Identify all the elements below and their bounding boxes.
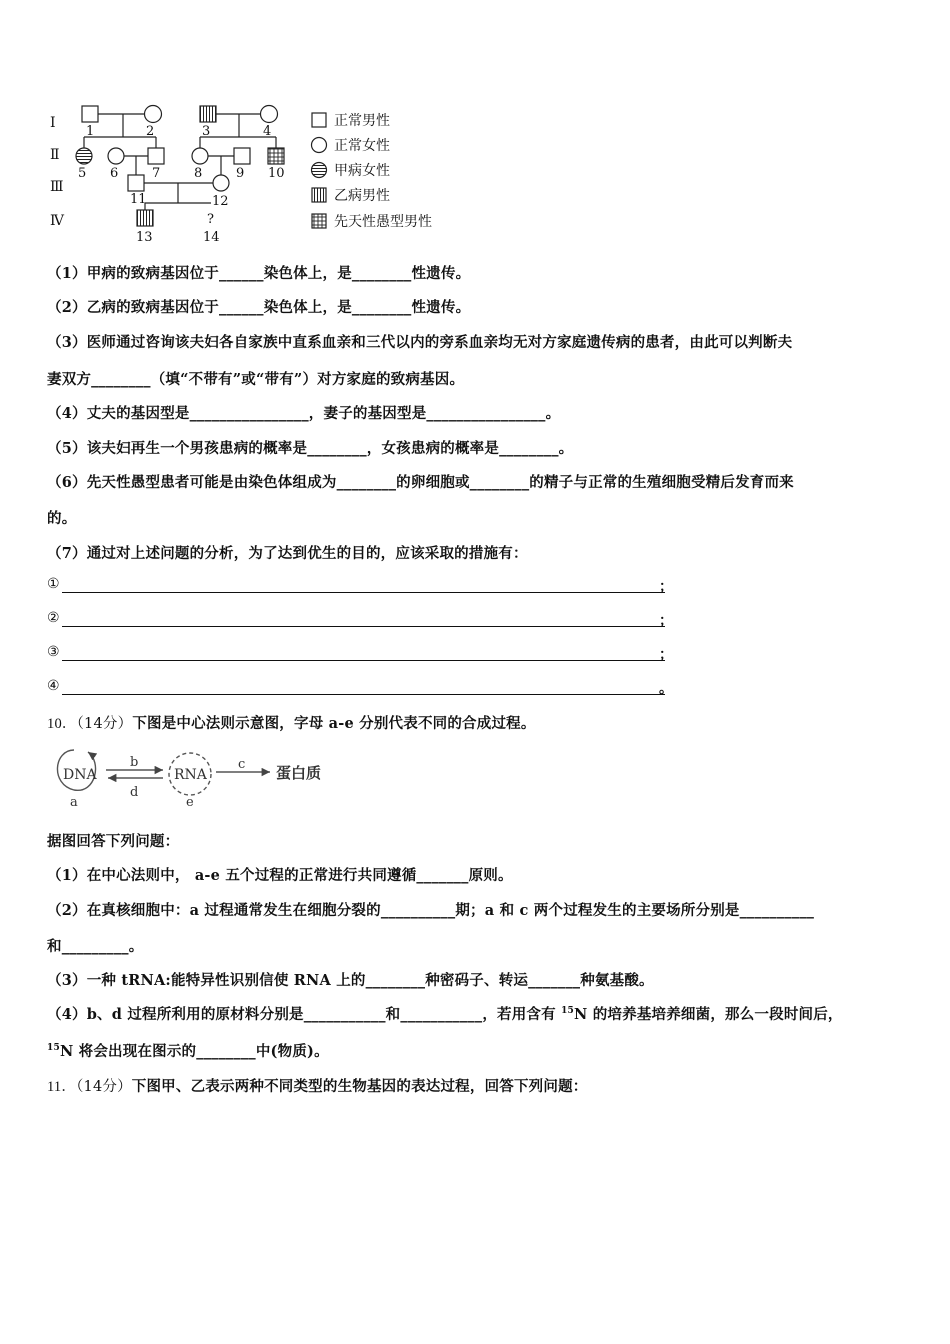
individual-number: 8 <box>194 166 203 181</box>
circle-horizontal-lines-icon <box>312 163 327 178</box>
q9-line-6-cont: 的。 <box>47 510 77 527</box>
question-score: （14分） <box>76 716 133 732</box>
rna-label: RNA <box>174 767 207 783</box>
q9-line-4: （4）丈夫的基因型是________________，妻子的基因型是________________。 <box>47 405 561 422</box>
q10-heading <box>47 712 536 733</box>
q11-heading <box>47 1075 587 1096</box>
individual-9 <box>234 148 250 164</box>
individual-12 <box>213 175 229 191</box>
measure-2 <box>47 610 687 632</box>
measure-label: ④ <box>47 678 60 694</box>
process-label-a: a <box>70 795 78 810</box>
legend-label: 正常男性 <box>334 113 390 129</box>
individual-4 <box>261 106 278 123</box>
q9-line-7: （7）通过对上述问题的分析，为了达到优生的目的，应该采取的措施有： <box>47 545 528 562</box>
generation-label: Ⅳ <box>50 213 64 229</box>
protein-label: 蛋白质 <box>276 764 322 782</box>
legend-label: 乙病男性 <box>334 188 390 204</box>
generation-label: Ⅱ <box>50 147 60 163</box>
measure-3 <box>47 644 687 666</box>
q10-line-2: （2）在真核细胞中：a 过程通常发生在细胞分裂的__________期；a 和 c 两个过程发生的主要场所分别是__________ <box>47 902 815 919</box>
process-label-c: c <box>238 757 246 772</box>
measure-label: ③ <box>47 644 60 660</box>
q10-line-2-cont: 和_________。 <box>47 938 144 955</box>
generation-label: Ⅰ <box>50 115 56 131</box>
circle-open-icon <box>312 138 327 153</box>
individual-7 <box>148 148 164 164</box>
measure-1 <box>47 576 687 598</box>
measure-label: ② <box>47 610 60 626</box>
individual-3 <box>200 106 216 122</box>
individual-6 <box>108 148 124 164</box>
q9-line-6: （6）先天性愚型患者可能是由染色体组成为________的卵细胞或________的精子与正常的生殖细胞受精后发育而来 <box>47 474 794 491</box>
question-number: 10． <box>47 716 77 732</box>
question-stem: 下图是中心法则示意图，字母 a-e 分别代表不同的合成过程。 <box>132 715 536 732</box>
individual-number: 5 <box>78 166 87 181</box>
q10-line-1: （1）在中心法则中， a-e 五个过程的正常进行共同遵循_______原则。 <box>47 867 513 884</box>
individual-1 <box>82 106 98 122</box>
individual-number: 12 <box>212 194 229 209</box>
individual-number: 10 <box>268 166 285 181</box>
measure-4 <box>47 678 687 700</box>
individual-2 <box>145 106 162 123</box>
individual-number: 1 <box>86 124 95 139</box>
q9-line-2: （2）乙病的致病基因位于______染色体上，是________性遗传。 <box>47 299 471 316</box>
legend-label: 甲病女性 <box>334 163 390 179</box>
individual-number: 2 <box>146 124 155 139</box>
square-vertical-lines-icon <box>312 188 326 202</box>
measure-end: ； <box>659 613 673 629</box>
answer-line[interactable] <box>62 592 665 593</box>
answer-line[interactable] <box>62 694 665 695</box>
central-dogma-diagram <box>48 740 348 810</box>
question-score: （14分） <box>76 1079 132 1095</box>
process-label-d: d <box>130 785 139 800</box>
measure-end: ； <box>659 647 673 663</box>
legend-label: 先天性愚型男性 <box>334 214 432 230</box>
individual-13 <box>137 210 153 226</box>
individual-number: 4 <box>263 124 272 139</box>
answer-line[interactable] <box>62 660 665 661</box>
square-grid-icon <box>312 214 326 228</box>
individual-8 <box>192 148 208 164</box>
square-open-icon <box>312 113 326 127</box>
individual-10 <box>268 148 284 164</box>
answer-line[interactable] <box>62 626 665 627</box>
q10-line-3: （3）一种 tRNA:能特异性识别信使 RNA 上的________种密码子、转运_______种氨基酸。 <box>47 972 654 989</box>
unknown-mark: ? <box>207 212 214 227</box>
dna-label: DNA <box>63 767 97 783</box>
q9-line-3: （3）医师通过咨询该夫妇各自家族中直系血亲和三代以内的旁系血亲均无对方家庭遗传病的患者，由此可以判断夫 <box>47 334 793 351</box>
q9-line-1: （1）甲病的致病基因位于______染色体上，是________性遗传。 <box>47 265 471 282</box>
individual-number: 13 <box>136 230 153 245</box>
individual-5 <box>76 148 92 164</box>
individual-number: 11 <box>130 192 147 207</box>
pedigree-chart <box>40 95 460 255</box>
q10-line-4 <box>47 1003 843 1024</box>
measure-label: ① <box>47 576 60 592</box>
legend-label: 正常女性 <box>334 138 390 154</box>
individual-number: 9 <box>236 166 245 181</box>
individual-number: 6 <box>110 166 119 181</box>
q9-line-5: （5）该夫妇再生一个男孩患病的概率是________，女孩患病的概率是________。 <box>47 440 574 457</box>
q10-line-4-text: （4）b、d 过程所利用的原材料分别是___________和___________，若用含有 $^{15}$N 的培养基培养细菌，那么一段时间后， <box>47 1006 843 1023</box>
question-stem: 下图甲、乙表示两种不同类型的生物基因的表达过程，回答下列问题： <box>131 1078 588 1095</box>
individual-11 <box>128 175 144 191</box>
q10-line-4-cont: $^{15}$N 将会出现在图示的________中(物质)。 <box>47 1043 329 1060</box>
measure-end: ； <box>659 579 673 595</box>
individual-number: 14 <box>203 230 220 245</box>
question-number: 11． <box>47 1079 77 1095</box>
process-label-b: b <box>130 755 139 770</box>
measure-end: 。 <box>659 681 673 697</box>
q10-intro: 据图回答下列问题： <box>47 833 180 850</box>
individual-number: 7 <box>152 166 161 181</box>
generation-label: Ⅲ <box>50 179 64 195</box>
individual-number: 3 <box>202 124 211 139</box>
process-label-e: e <box>186 795 194 810</box>
q9-line-3-cont: 妻双方________（填“不带有”或“带有”）对方家庭的致病基因。 <box>47 371 465 388</box>
